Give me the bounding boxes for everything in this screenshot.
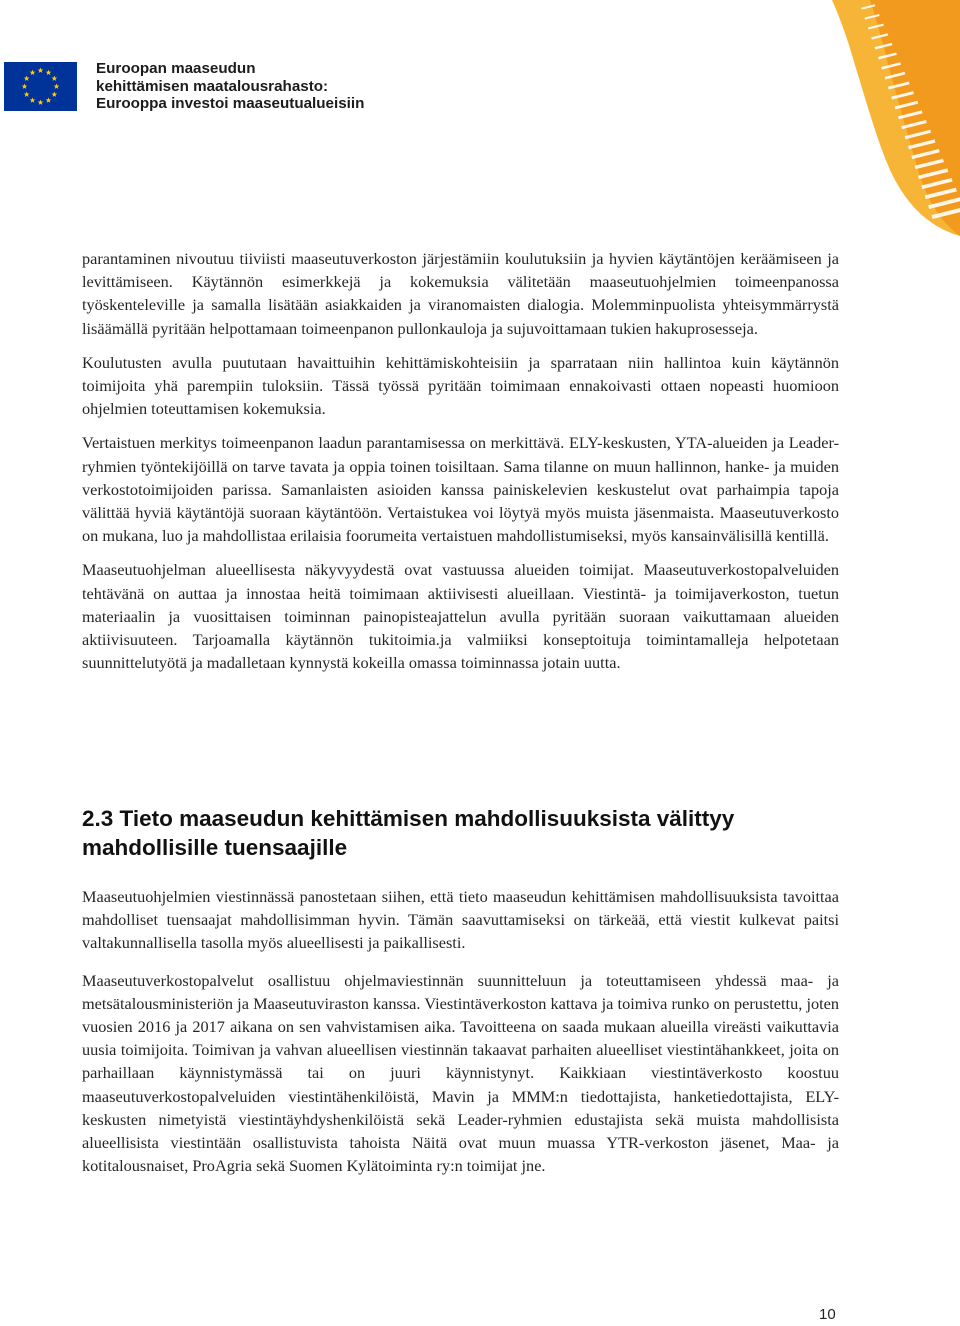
- paragraph: Maaseutuverkostopalvelut osallistuu ohjelmaviestinnän suunnitteluun ja toteuttamiseen yhdessä maa- ja metsätalousministeriön ja Maaseutuviraston kanssa. Viestintäverkoston kattava ja toimiva runko on perustettu, joten vuosien 2016 ja 2017 aikana on sen vahvistamisen aika. Tavoitteena on saada mukaan alueilla vireästi vaikuttavia uusia toimijoita. Toimivan ja vahvan alueellisen viestinnän takaavat parhaiten alueelliset viestintähankkeet, joita on parhaillaan käynnistymässä tai on juuri käynnistynyt. Kaikkiaan viestintäverkosto koostuu maaseutuverkostopalveluiden viestintähenkilöistä, Mavin ja MMM:n tiedottajista, hanketiedottajista, ELY-keskusten nimetyistä viestintäyhdyshenkilöistä sekä Leader-ryhmien edustajista sekä muista mahdollisista alueellisista viestintään osallistuvista tahoista Näitä ovat muun muassa YTR-verkoston jäsenet, Maa- ja kotitalousnaiset, ProAgria sekä Suomen Kylätoiminta ry:n toimijat jne.: [82, 970, 839, 1176]
- paragraph: Maaseutuohjelmien viestinnässä panostetaan siihen, että tieto maaseudun kehittämisen mahdollisuuksista tavoittaa mahdolliset tuensaajat mahdollisimman hyvin. Tämän saavuttamiseksi on tärkeää, että viestit kulkevat paitsi valtakunnallisella tasolla myös alueellisesti ja paikallisesti.: [82, 887, 839, 953]
- paragraph: Maaseutuohjelman alueellisesta näkyvyydestä ovat vastuussa alueiden toimijat. Maaseutuverkostopalveluiden tehtävänä on auttaa ja innostaa heitä toimimaan aktiivisesti alueillaan. Viestintä- ja toimijaverkoston, tuetun materiaalin ja vuosittaisen toiminnan painopisteajattelun avulla pyritään suoraan vaikuttamaan alueiden aktiivisuuteen. Tarjoamalla käytännön tukitoimia.ja valmiiksi konseptoituja toimintamalleja helpotetaan suunnittelutyötä ja madalletaan kynnystä kokeilla omassa toiminnassa jotain uutta.: [82, 560, 839, 673]
- body-text-before: [82, 247, 839, 685]
- paragraph: parantaminen nivoutuu tiiviisti maaseutuverkoston järjestämiin koulutuksiin ja hyvien käytäntöjen keräämiseen ja levittämiseen. Käytännön esimerkkejä ja kokemuksia välitetään maaseutuohjelmien toimeenpanossa työskenteleville ja samalla lisätään asiakkaiden ja viranomaisten dialogia. Molemminpuolista yhteisymmärrystä lisäämällä pyritään helpottamaan toimeenpanon pullonkauloja ja sujuvoittamaan tukien hakuprosesseja.: [82, 249, 839, 338]
- body-text-after: [82, 885, 839, 1191]
- eu-label-line-3: Eurooppa investoi maaseutualueisiin: [96, 95, 365, 112]
- section-heading: 2.3 Tieto maaseudun kehittämisen mahdollisuuksista välittyy mahdollisille tuensaajille: [82, 806, 735, 860]
- eu-funding-label: [96, 60, 396, 113]
- paragraph: Koulutusten avulla puututaan havaittuihin kehittämiskohteisiin ja sparrataan niin hallintoa kuin käytännön toimijoita yhä parempiin tuloksiin. Tässä työssä pyritään toimimaan ennakoivasti ottaen nopeasti huomioon ohjelmien toteuttamisen kokemuksia.: [82, 352, 839, 419]
- eu-label-line-1: Euroopan maaseudun: [96, 60, 256, 77]
- orange-wheat-graphic-icon: [720, 0, 960, 240]
- paragraph: Vertaistuen merkitys toimeenpanon laadun parantamisessa on merkittävä. ELY-keskusten, YTA-alueiden ja Leader-ryhmien työntekijöillä on tarve tavata ja oppia toinen toisiltaan. Sama tilanne on muun hallinnon, hanke- ja muiden verkostotoimijoiden parissa. Samanlaisten asioiden kanssa painiskelevien keskustelut ovat parhaimpia tapoja välittää hyviä käytäntöjä suoraan käytäntöön. Vertaistukea voi löytyä myös muista jäsenmaista. Maaseutuverkosto on mukana, luo ja mahdollistaa erilaisia foorumeita vertaistuen mahdollistumiseksi, myös kansainvälisillä kentillä.: [82, 433, 839, 546]
- page-number: 10: [819, 1306, 836, 1323]
- eu-label-line-2: kehittämisen maatalousrahasto:: [96, 77, 329, 95]
- eu-flag-icon: [4, 62, 77, 111]
